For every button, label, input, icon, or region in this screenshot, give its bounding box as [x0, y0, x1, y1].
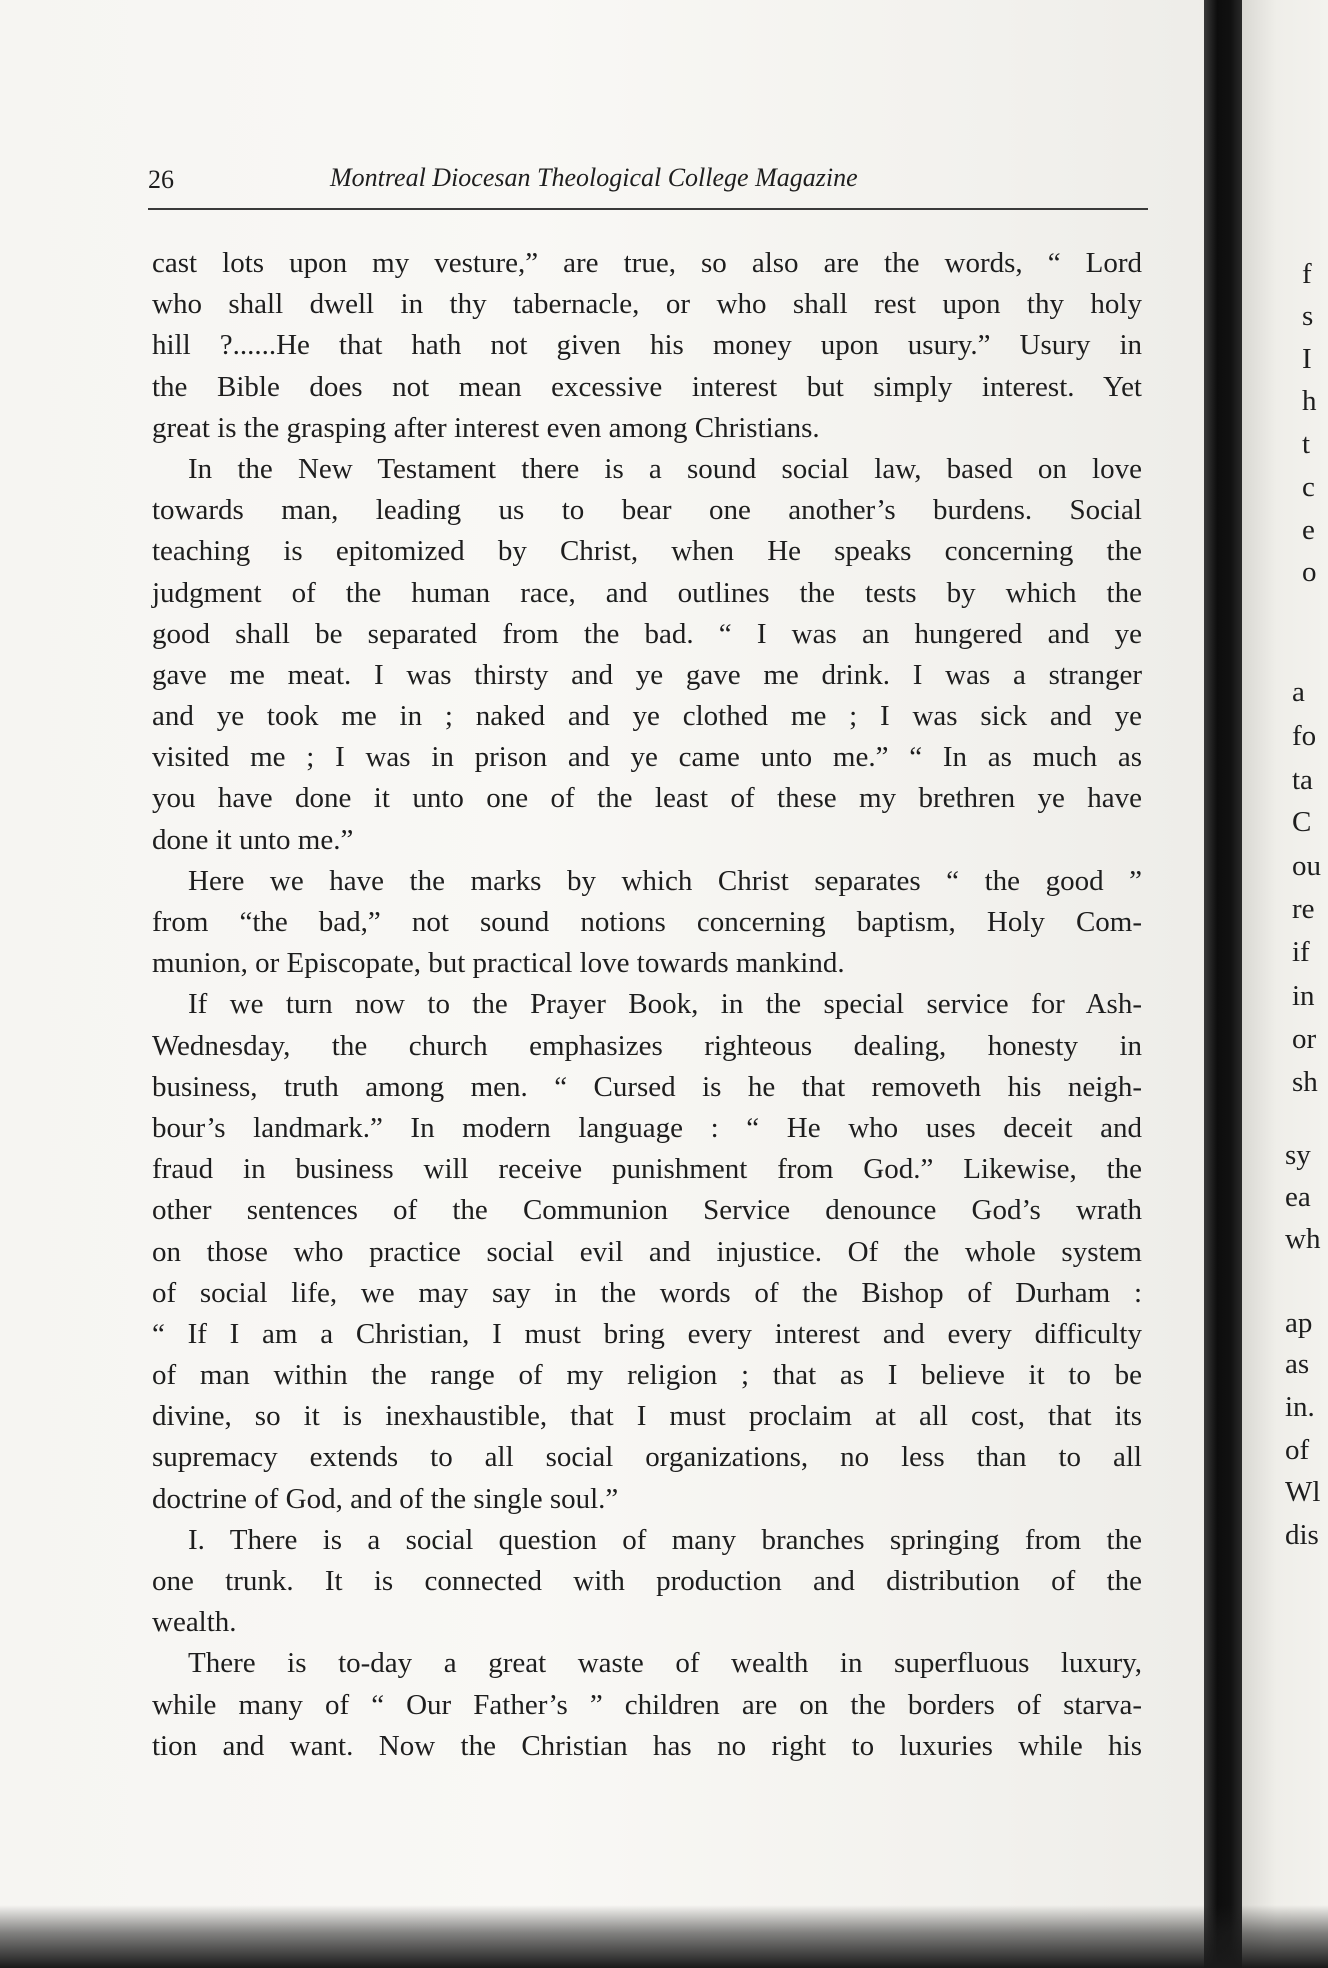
facing-page-fragment: s	[1302, 300, 1314, 332]
facing-page-fragment: t	[1302, 428, 1311, 460]
text-line: done it unto me.”	[152, 823, 354, 856]
text-line: who shall dwell in thy tabernacle, or who shall rest upon thy holy	[152, 288, 1142, 321]
text-line: cast lots upon my vesture,” are true, so also are the words, “ Lord	[152, 247, 1142, 279]
facing-page-fragment: I	[1302, 343, 1312, 375]
facing-page-fragment: ap	[1285, 1307, 1313, 1339]
text-line: of social life, we may say in the words of the Bishop of Durham :	[152, 1276, 1142, 1309]
text-line: tion and want. Now the Christian has no right to luxuries while his	[152, 1729, 1142, 1762]
page-number: 26	[148, 165, 174, 194]
facing-page-fragment: ou	[1292, 850, 1321, 882]
body-text	[152, 243, 1142, 1767]
text-line: the Bible does not mean excessive interest but simply interest. Yet	[152, 370, 1142, 403]
text-line: There is to-day a great waste of wealth in superfluous luxury,	[188, 1647, 1142, 1680]
facing-page-edge	[1242, 0, 1328, 1968]
text-line: If we turn now to the Prayer Book, in the special service for Ash-	[188, 988, 1142, 1021]
bottom-edge-shadow	[0, 1905, 1328, 1968]
facing-page-fragment: wh	[1285, 1223, 1321, 1255]
text-line: supremacy extends to all social organizations, no less than to all	[152, 1441, 1142, 1474]
text-line: doctrine of God, and of the single soul.”	[152, 1482, 619, 1515]
text-line: “ If I am a Christian, I must bring every interest and every difficulty	[152, 1317, 1142, 1350]
facing-page-fragment: ea	[1285, 1181, 1311, 1213]
text-line: on those who practice social evil and injustice. Of the whole system	[152, 1235, 1142, 1268]
facing-page-fragment: c	[1302, 471, 1315, 503]
text-line: you have done it unto one of the least of these my brethren ye have	[152, 782, 1142, 815]
text-line: In the New Testament there is a sound social law, based on love	[188, 452, 1142, 485]
facing-page-fragment: h	[1302, 385, 1317, 417]
text-line: good shall be separated from the bad. “ I was an hungered and ye	[152, 617, 1142, 650]
facing-page-fragment: dis	[1285, 1519, 1319, 1551]
text-line: divine, so it is inexhaustible, that I must proclaim at all cost, that its	[152, 1400, 1142, 1433]
book-binding	[1204, 0, 1242, 1968]
text-line: bour’s landmark.” In modern language : “ He who uses deceit and	[152, 1111, 1142, 1144]
text-line: other sentences of the Communion Service denounce God’s wrath	[152, 1194, 1142, 1227]
facing-page-fragment: o	[1302, 556, 1317, 588]
text-line: business, truth among men. “ Cursed is he that removeth his neigh-	[152, 1070, 1142, 1103]
facing-page-fragment: in	[1292, 980, 1315, 1012]
text-line: munion, or Episcopate, but practical love towards mankind.	[152, 947, 845, 980]
text-line: while many of “ Our Father’s ” children are on the borders of starva-	[152, 1688, 1142, 1721]
text-line: judgment of the human race, and outlines the tests by which the	[152, 576, 1142, 609]
facing-page-fragment: ta	[1292, 764, 1313, 796]
facing-page-fragment: if	[1292, 936, 1310, 968]
text-line: from “the bad,” not sound notions concerning baptism, Holy Com-	[152, 906, 1142, 938]
facing-page-fragment: of	[1285, 1434, 1310, 1466]
facing-page-fragment: f	[1302, 258, 1312, 290]
facing-page-fragment: in.	[1285, 1391, 1315, 1423]
text-line: Here we have the marks by which Christ separates “ the good ”	[188, 864, 1142, 897]
facing-page-fragment: a	[1292, 676, 1305, 708]
text-line: fraud in business will receive punishment from God.” Likewise, the	[152, 1153, 1142, 1186]
facing-page-fragment: C	[1292, 806, 1312, 838]
header-rule	[148, 208, 1148, 210]
text-line: visited me ; I was in prison and ye came unto me.” “ In as much as	[152, 741, 1142, 774]
running-head-title: Montreal Diocesan Theological College Magazine	[330, 163, 858, 192]
facing-page-fragment: e	[1302, 514, 1315, 546]
text-line: wealth.	[152, 1606, 237, 1639]
text-line: gave me meat. I was thirsty and ye gave me drink. I was a stranger	[152, 658, 1142, 691]
text-line: teaching is epitomized by Christ, when He speaks concerning the	[152, 535, 1142, 568]
text-line: I. There is a social question of many branches springing from the	[188, 1523, 1142, 1556]
text-line: great is the grasping after interest even among Christians.	[152, 411, 820, 444]
text-line: Wednesday, the church emphasizes righteous dealing, honesty in	[152, 1029, 1142, 1062]
text-line: towards man, leading us to bear one another’s burdens. Social	[152, 494, 1142, 527]
facing-page-fragment: or	[1292, 1023, 1317, 1055]
facing-page-fragment: as	[1285, 1348, 1310, 1380]
facing-page-fragment: sy	[1285, 1139, 1311, 1171]
text-line: and ye took me in ; naked and ye clothed me ; I was sick and ye	[152, 700, 1142, 733]
facing-page-fragment: Wl	[1285, 1476, 1321, 1508]
facing-page-fragment: re	[1292, 893, 1315, 925]
text-line: hill ?......He that hath not given his money upon usury.” Usury in	[152, 329, 1142, 362]
text-line: of man within the range of my religion ; that as I believe it to be	[152, 1359, 1142, 1392]
text-line: one trunk. It is connected with production and distribution of the	[152, 1565, 1142, 1597]
facing-page-fragment: sh	[1292, 1066, 1318, 1098]
facing-page-fragment: fo	[1292, 720, 1317, 752]
